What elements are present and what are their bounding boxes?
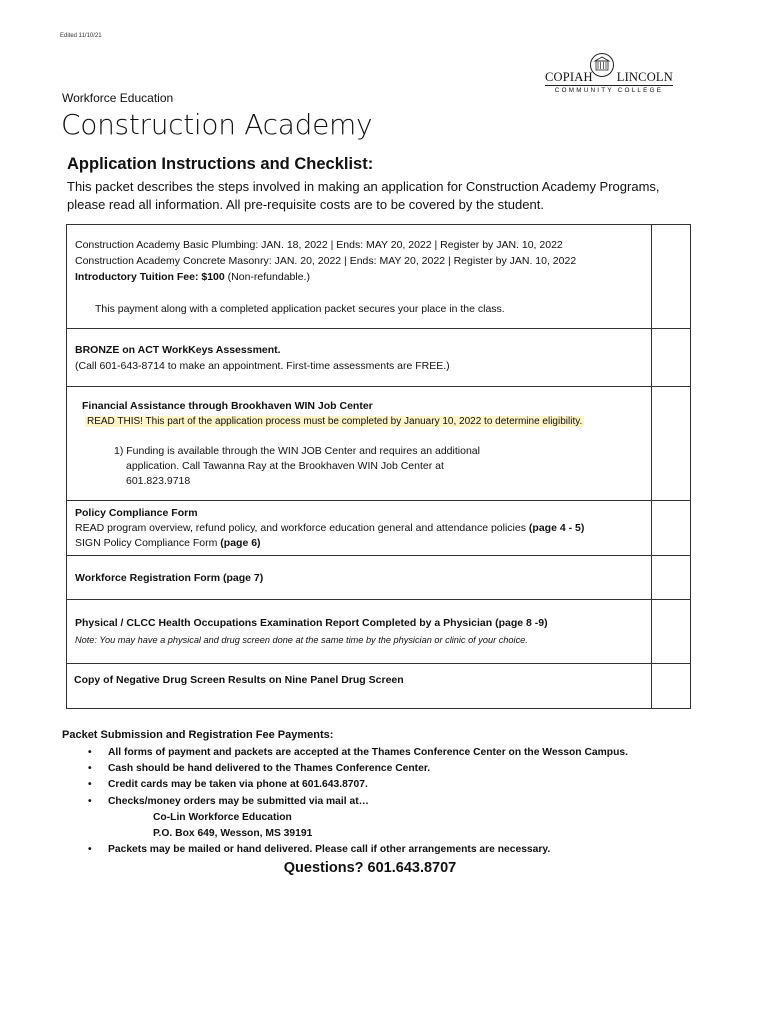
college-logo: [545, 52, 673, 96]
funding-line-1: 1) Funding is available through the WIN JOB Center and requires an additional: [114, 445, 480, 457]
physical-title: Physical / CLCC Health Occupations Examination Report Completed by a Physician (page 8 -9): [75, 617, 548, 629]
row-divider: [67, 555, 690, 556]
policy-title: Policy Compliance Form: [75, 507, 198, 519]
physical-note: Note: You may have a physical and drug screen done at the same time by the physician or clinic of your choice.: [75, 635, 528, 645]
tuition-fee-label: Introductory Tuition Fee: $100: [75, 271, 225, 283]
row-divider: [67, 500, 690, 501]
row-divider: [67, 328, 690, 329]
bullet-icon: •: [88, 795, 92, 807]
funding-phone: 601.823.9718: [126, 475, 191, 487]
bullet-icon: •: [88, 779, 92, 791]
payment-heading: Packet Submission and Registration Fee Payments:: [62, 729, 334, 741]
program-plumbing-line: Construction Academy Basic Plumbing: JAN. 18, 2022 | Ends: MAY 20, 2022 | Register by JAN. 10, 2022: [75, 239, 563, 251]
policy-sign-line: [75, 536, 261, 551]
logo-rule: [545, 85, 673, 86]
program-masonry-line: Construction Academy Concrete Masonry: JAN. 20, 2022 | Ends: MAY 20, 2022 | Register by JAN. 10, 2022: [75, 255, 577, 267]
bullet-icon: •: [88, 844, 92, 856]
tuition-fee-line: [75, 270, 310, 285]
logo-left-word: COPIAH: [545, 70, 593, 84]
workkeys-title: BRONZE on ACT WorkKeys Assessment.: [75, 344, 281, 356]
questions-phone: Questions? 601.643.8707: [283, 860, 457, 876]
policy-read-pages: (page 4 - 5): [528, 522, 585, 534]
intro-paragraph: This packet describes the steps involved in making an application for Construction Academy Programs, please read all information. All pre-requisite costs are to be covered by the student.: [67, 179, 660, 212]
policy-sign-text: SIGN Policy Compliance Form: [75, 537, 221, 549]
row-divider: [67, 663, 690, 664]
row-divider: [67, 599, 690, 600]
building-seal-icon: [589, 52, 615, 78]
row-divider: [67, 386, 690, 387]
funding-line-2: application. Call Tawanna Ray at the Brookhaven WIN Job Center at: [126, 460, 444, 472]
policy-read-text: READ program overview, refund policy, and workforce education general and attendance policies: [75, 522, 529, 534]
edited-date: Edited 11/10/21: [60, 33, 102, 39]
workkeys-note: (Call 601-643-8714 to make an appointment. First-time assessments are FREE.): [75, 360, 450, 372]
logo-right-word: LINCOLN: [616, 70, 673, 84]
registration-form-title: Workforce Registration Form (page 7): [75, 572, 264, 584]
financial-title: Financial Assistance through Brookhaven WIN Job Center: [82, 400, 373, 412]
logo-subtitle: COMMUNITY COLLEGE: [554, 87, 664, 94]
tuition-fee-note: (Non-refundable.): [224, 271, 310, 283]
drug-screen-title: Copy of Negative Drug Screen Results on Nine Panel Drug Screen: [74, 674, 404, 686]
checklist-table: [66, 224, 691, 709]
bullet-icon: •: [88, 763, 92, 775]
checkbox-column-divider: [651, 225, 652, 708]
policy-read-line: [75, 521, 584, 536]
department-label: Workforce Education: [62, 91, 174, 105]
financial-warning-highlight: READ THIS! This part of the application process must be completed by January 10, 2022 to determine eligibility.: [87, 416, 583, 427]
policy-sign-pages: (page 6): [220, 537, 261, 549]
section-heading: Application Instructions and Checklist:: [67, 155, 374, 173]
page-title: Construction Academy: [61, 108, 373, 141]
bullet-icon: •: [88, 747, 92, 758]
payment-secures-line: This payment along with a completed application packet secures your place in the class.: [95, 303, 505, 315]
